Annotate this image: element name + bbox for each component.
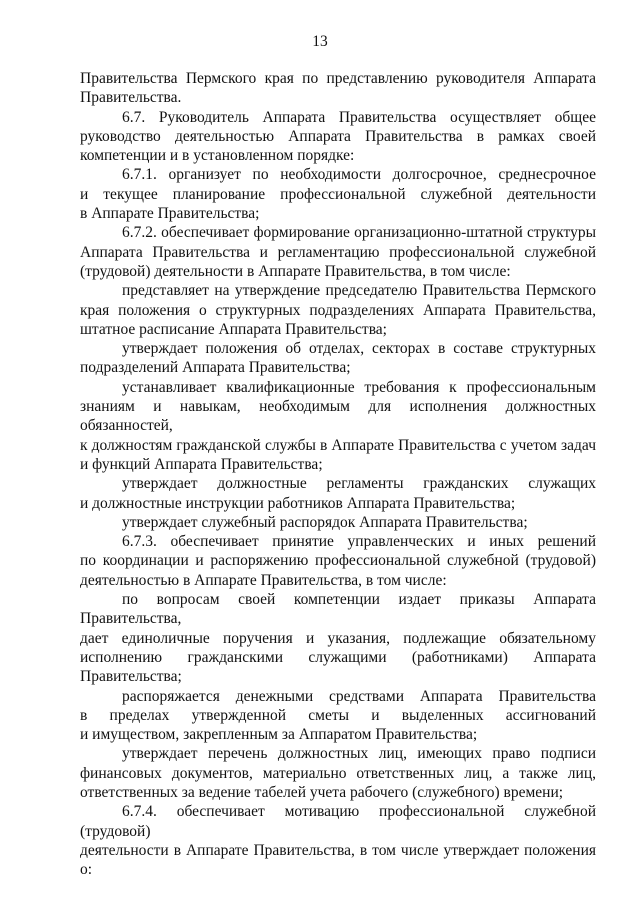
text-line: представляет на утверждение председателю Правительства Пермского [122,282,596,300]
text-line: и должностные инструкции работников Аппарата Правительства; [80,494,516,512]
text-line: утверждает перечень должностных лиц, имеющих право подписи [122,745,596,763]
text-line: финансовых документов, материально ответственных лиц, а также лиц, [80,764,596,782]
text-line: и функций Аппарата Правительства; [80,455,323,473]
text-line: Правительства; [80,668,182,686]
text-line: 6.7.1. организует по необходимости долгосрочное, среднесрочное [122,166,596,184]
paragraph [80,339,596,378]
text-line: утверждает должностные регламенты гражданских служащих [122,475,596,493]
text-line: штатное расписание Аппарата Правительства; [80,320,387,338]
text-line: исполнению гражданскими служащими (работниками) Аппарата [80,648,596,666]
text-line: компетенции и в установленном порядке: [80,147,355,165]
text-line: по вопросам своей компетенции издает приказы Аппарата Правительства, [80,591,596,628]
text-line: руководство деятельностью Аппарата Правительства в рамках своей [80,127,596,145]
text-line: 6.7.2. обеспечивает формирование организационно-штатной структуры [122,224,596,242]
text-line: утверждает положения об отделах, секторах в составе структурных [122,340,596,358]
text-line: Правительства Пермского края по представлению руководителя Аппарата [80,70,596,87]
text-line: и текущее планирование профессиональной служебной деятельности [80,185,596,203]
document-body [80,69,596,879]
paragraph [80,802,596,879]
text-line: и имуществом, закрепленным за Аппаратом Правительства; [80,726,478,744]
text-line: подразделений Аппарата Правительства; [80,359,351,377]
text-line: Правительства. [80,89,182,107]
text-line: 6.7. Руководитель Аппарата Правительства осуществляет общее [122,108,596,126]
paragraph [80,223,596,281]
text-line: распоряжается денежными средствами Аппарата Правительства [122,687,596,705]
text-line: деятельностью в Аппарате Правительства, в том числе: [80,571,447,589]
page-number: 13 [312,33,328,50]
text-line: Аппарата Правительства и регламентацию профессиональной служебной [80,243,596,261]
paragraph [80,165,596,223]
text-line: края положения о структурных подразделениях Аппарата Правительства, [80,301,596,319]
text-line: ответственных за ведение табелей учета рабочего (служебного) времени; [80,783,564,801]
text-line: (трудовой) деятельности в Аппарате Правительства, в том числе: [80,262,511,280]
paragraph [80,590,596,686]
text-line: деятельности в Аппарате Правительства, в том числе утверждает положения о: [80,841,596,879]
paragraph [80,378,596,474]
text-line: 6.7.4. обеспечивает мотивацию профессиональной служебной (трудовой) [80,803,596,840]
paragraph [80,532,596,590]
paragraph [80,474,596,513]
text-line: утверждает служебный распорядок Аппарата Правительства; [122,513,528,531]
paragraph [80,687,596,745]
paragraph [80,69,596,108]
text-line: в пределах утвержденной сметы и выделенных ассигнований [80,706,596,724]
paragraph [80,281,596,339]
paragraph [80,108,596,166]
text-line: по координации и распоряжению профессиональной служебной (трудовой) [80,552,596,570]
text-line: к должностям гражданской службы в Аппарате Правительства с учетом задач [80,436,596,454]
text-line: 6.7.3. обеспечивает принятие управленческих и иных решений [122,533,596,551]
text-line: устанавливает квалификационные требования к профессиональным [122,378,596,396]
text-line: знаниям и навыкам, необходимым для исполнения должностных обязанностей, [80,398,596,435]
paragraph [80,744,596,802]
text-line: дает единоличные поручения и указания, подлежащие обязательному [80,629,596,647]
paragraph [80,513,596,532]
text-line: в Аппарате Правительства; [80,205,260,223]
